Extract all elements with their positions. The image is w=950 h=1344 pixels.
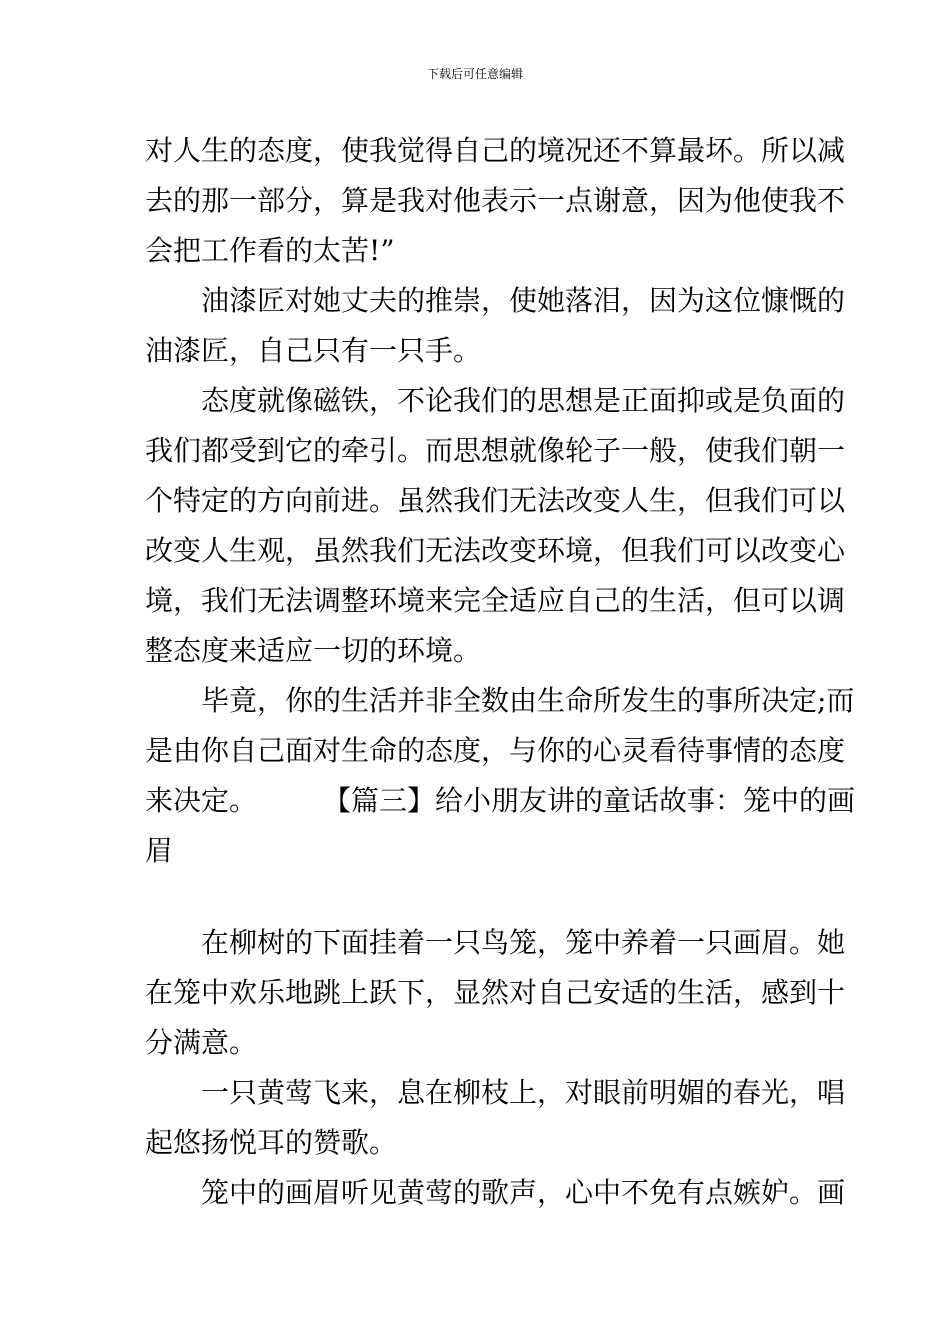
text-line: 态度就像磁铁，不论我们的思想是正面抑或是负面的 — [201, 384, 846, 417]
text-line: 会把工作看的太苦!” — [145, 234, 395, 267]
section-heading: 【篇三】给小朋友讲的童话故事：笼中的画 — [323, 784, 856, 817]
text-line: 油漆匠对她丈夫的推崇，使她落泪，因为这位慷慨的 — [201, 284, 846, 317]
document-body — [145, 126, 856, 1218]
text-line: 笼中的画眉听见黄莺的歌声，心中不免有点嫉妒。画 — [201, 1176, 846, 1209]
text-line: 分满意。 — [145, 1026, 258, 1059]
text-line: 在柳树的下面挂着一只鸟笼，笼中养着一只画眉。她 — [201, 926, 846, 959]
text-line: 对人生的态度，使我觉得自己的境况还不算最坏。所以减 — [145, 134, 846, 167]
text-line: 一只黄莺飞来，息在柳枝上，对眼前明媚的春光，唱 — [201, 1076, 846, 1109]
paragraph-spacer — [145, 876, 807, 918]
text-line: 境，我们无法调整环境来完全适应自己的生活，但可以调 — [145, 584, 846, 617]
text-line: 去的那一部分，算是我对他表示一点谢意，因为他使我不 — [145, 184, 846, 217]
text-line-with-heading — [145, 776, 856, 826]
text-line: 整态度来适应一切的环境。 — [145, 634, 482, 667]
text-line: 毕竟，你的生活并非全数由生命所发生的事所决定;而 — [201, 684, 855, 717]
text-line: 改变人生观，虽然我们无法改变环境，但我们可以改变心 — [145, 534, 846, 567]
text-line: 在笼中欢乐地跳上跃下，显然对自己安适的生活，感到十 — [145, 976, 846, 1009]
page-header: 下载后可任意编辑 — [426, 67, 523, 81]
section-heading-continued: 眉 — [145, 834, 174, 867]
text-line: 起悠扬悦耳的赞歌。 — [145, 1126, 398, 1159]
text-line: 是由你自己面对生命的态度，与你的心灵看待事情的态度 — [145, 734, 846, 767]
text-line: 我们都受到它的牵引。而思想就像轮子一般，使我们朝一 — [145, 434, 846, 467]
text-line: 个特定的方向前进。虽然我们无法改变人生，但我们可以 — [145, 484, 846, 517]
text-fragment: 来决定。 — [145, 784, 258, 817]
text-line: 油漆匠，自己只有一只手。 — [145, 334, 482, 367]
